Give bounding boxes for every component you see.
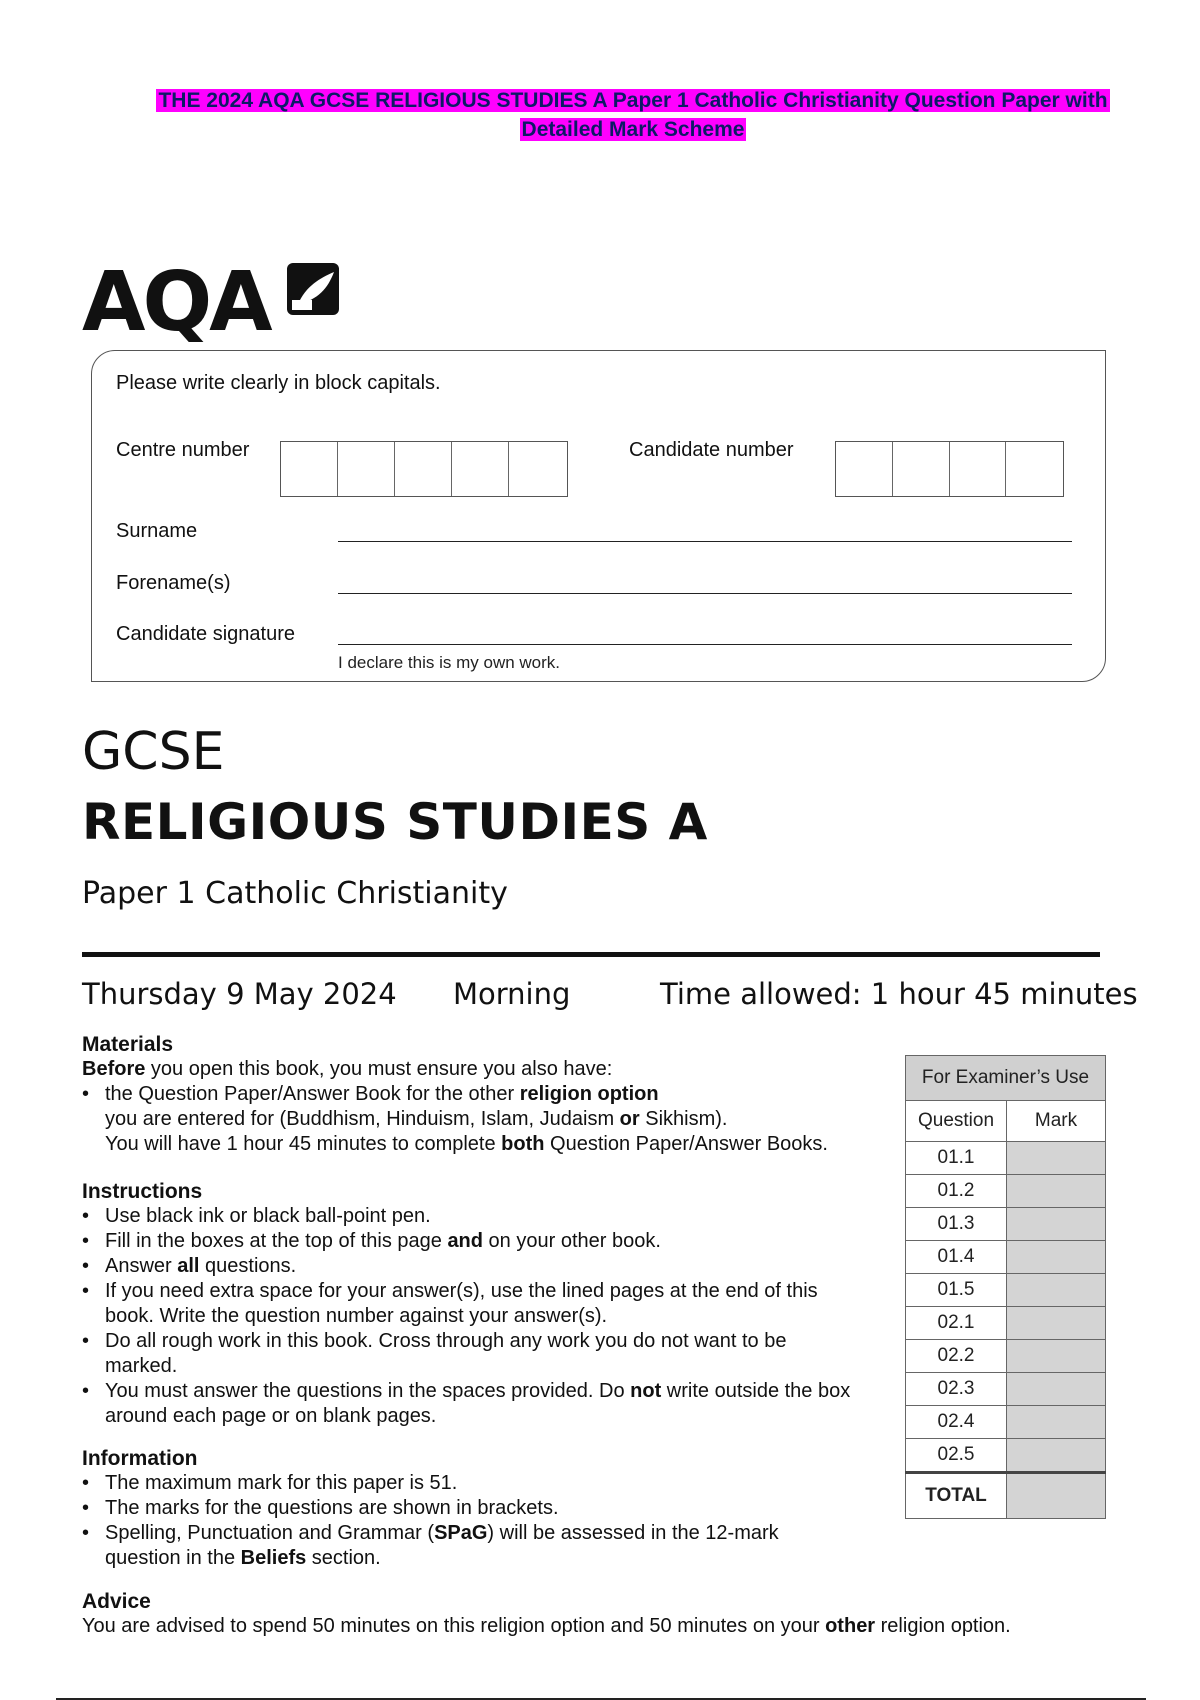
- centre-digit-box[interactable]: [395, 442, 452, 496]
- materials-continuation: you are entered for (Buddhism, Hinduism, Islam, Judaism or Sikhism).: [105, 1108, 728, 1130]
- information-section: [82, 1446, 882, 1571]
- question-number: 01.5: [906, 1274, 1007, 1307]
- candidate-digit-box[interactable]: [893, 442, 950, 496]
- banner-line-1: THE 2024 AQA GCSE RELIGIOUS STUDIES A Paper 1 Catholic Christianity Question Paper with: [158, 89, 1108, 112]
- question-column-header: Question: [906, 1101, 1007, 1142]
- table-row: [906, 1340, 1106, 1373]
- surname-label: Surname: [116, 520, 198, 542]
- mark-cell: [1007, 1340, 1106, 1373]
- table-row: [906, 1241, 1106, 1274]
- table-row: [906, 1373, 1106, 1406]
- mark-cell: [1007, 1142, 1106, 1175]
- mark-cell: [1007, 1406, 1106, 1439]
- qualification-level: GCSE: [82, 722, 225, 782]
- instruction-item: • You must answer the questions in the spaces provided. Do not write outside the box around each page or on blank pages.: [105, 1379, 875, 1429]
- information-item: • Spelling, Punctuation and Grammar (SPaG) will be assessed in the 12-mark question in the Beliefs section.: [105, 1521, 845, 1571]
- mark-cell: [1007, 1373, 1106, 1406]
- question-number: 01.1: [906, 1142, 1007, 1175]
- mark-cell: [1007, 1439, 1106, 1473]
- total-label: TOTAL: [906, 1473, 1007, 1519]
- signature-field[interactable]: [338, 644, 1072, 645]
- candidate-digit-box[interactable]: [1006, 442, 1063, 496]
- table-row: [906, 1208, 1106, 1241]
- candidate-number-label: Candidate number: [629, 439, 794, 461]
- information-item: • The maximum mark for this paper is 51.: [105, 1471, 882, 1496]
- table-row: [906, 1307, 1106, 1340]
- question-number: 02.2: [906, 1340, 1007, 1373]
- exam-date: Thursday 9 May 2024: [82, 977, 397, 1011]
- mark-cell: [1007, 1307, 1106, 1340]
- mark-column-header: Mark: [1007, 1101, 1106, 1142]
- exam-session: Morning: [453, 977, 571, 1011]
- mark-cell: [1007, 1274, 1106, 1307]
- signature-label: Candidate signature: [116, 623, 296, 645]
- instructions-section: [82, 1179, 882, 1429]
- title-divider: [82, 952, 1100, 957]
- candidate-details-box: [91, 350, 1106, 682]
- table-row: [906, 1175, 1106, 1208]
- table-row: [906, 1142, 1106, 1175]
- table-row: [906, 1439, 1106, 1473]
- centre-digit-box[interactable]: [281, 442, 338, 496]
- centre-digit-box[interactable]: [452, 442, 509, 496]
- question-number: 01.4: [906, 1241, 1007, 1274]
- question-number: 02.3: [906, 1373, 1007, 1406]
- document-banner: [78, 86, 1188, 144]
- banner-line-2: Detailed Mark Scheme: [521, 118, 745, 141]
- time-allowed: Time allowed: 1 hour 45 minutes: [660, 977, 1138, 1011]
- mark-cell: [1007, 1175, 1106, 1208]
- aqa-logo-mark-icon: [284, 260, 342, 318]
- block-capitals-instruction: Please write clearly in block capitals.: [116, 372, 441, 394]
- materials-time-note: You will have 1 hour 45 minutes to complete both Question Paper/Answer Books.: [105, 1133, 828, 1155]
- centre-digit-box[interactable]: [509, 442, 566, 496]
- advice-text: You are advised to spend 50 minutes on this religion option and 50 minutes on your other religion option.: [82, 1615, 1011, 1637]
- instruction-item: • Do all rough work in this book. Cross through any work you do not want to be marked.: [105, 1329, 815, 1379]
- candidate-digit-box[interactable]: [836, 442, 893, 496]
- candidate-digit-box[interactable]: [950, 442, 1007, 496]
- instruction-item: • Use black ink or black ball-point pen.: [105, 1204, 882, 1229]
- total-row: [906, 1473, 1106, 1519]
- forenames-label: Forename(s): [116, 572, 231, 594]
- aqa-logo-text: AQA: [82, 255, 270, 350]
- table-row: [906, 1406, 1106, 1439]
- materials-heading: Materials: [82, 1033, 174, 1056]
- materials-item: • the Question Paper/Answer Book for the other religion option: [105, 1082, 882, 1107]
- paper-title: Paper 1 Catholic Christianity: [82, 876, 508, 911]
- examiner-table-title: For Examiner’s Use: [906, 1056, 1106, 1101]
- materials-intro: Before you open this book, you must ensure you also have:: [82, 1058, 613, 1080]
- information-heading: Information: [82, 1447, 198, 1470]
- centre-number-label: Centre number: [116, 439, 250, 461]
- table-row: [906, 1274, 1106, 1307]
- question-number: 02.4: [906, 1406, 1007, 1439]
- question-number: 01.3: [906, 1208, 1007, 1241]
- instruction-item: • If you need extra space for your answer(s), use the lined pages at the end of this book. Write the question number against your answer(s).: [105, 1279, 845, 1329]
- advice-heading: Advice: [82, 1590, 151, 1613]
- centre-number-boxes: [280, 441, 568, 497]
- candidate-number-boxes: [835, 441, 1064, 497]
- question-number: 01.2: [906, 1175, 1007, 1208]
- question-number: 02.1: [906, 1307, 1007, 1340]
- total-mark-cell: [1007, 1473, 1106, 1519]
- declaration-text: I declare this is my own work.: [338, 653, 561, 672]
- information-item: • The marks for the questions are shown in brackets.: [105, 1496, 882, 1521]
- mark-cell: [1007, 1208, 1106, 1241]
- aqa-logo: [82, 255, 352, 358]
- instruction-item: • Answer all questions.: [105, 1254, 882, 1279]
- materials-section: [82, 1032, 882, 1157]
- surname-field[interactable]: [338, 541, 1072, 542]
- instructions-heading: Instructions: [82, 1180, 203, 1203]
- mark-cell: [1007, 1241, 1106, 1274]
- question-number: 02.5: [906, 1439, 1007, 1473]
- instruction-item: • Fill in the boxes at the top of this page and on your other book.: [105, 1229, 882, 1254]
- examiner-use-table: [905, 1055, 1106, 1519]
- advice-section: [82, 1589, 1162, 1639]
- centre-digit-box[interactable]: [338, 442, 395, 496]
- forenames-field[interactable]: [338, 593, 1072, 594]
- subject-title: RELIGIOUS STUDIES A: [82, 793, 708, 851]
